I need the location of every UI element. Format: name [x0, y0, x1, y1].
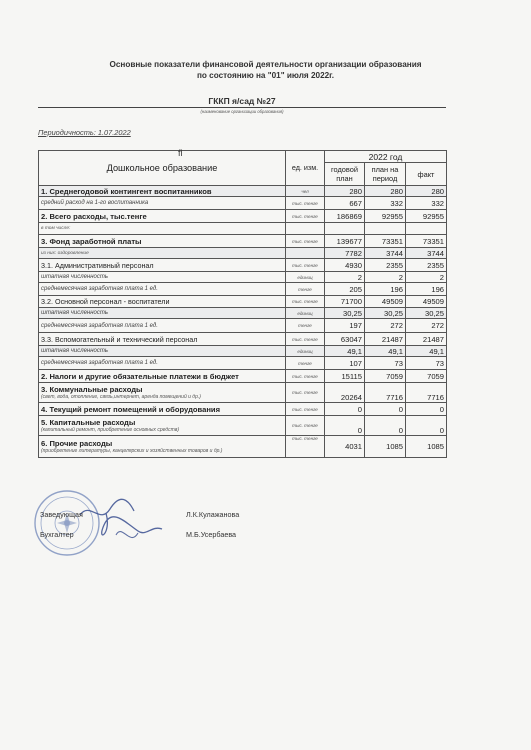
row-period: 2355 — [365, 259, 406, 272]
table-row — [39, 235, 447, 248]
row-fact: 272 — [406, 319, 447, 333]
header-unit: ед. изм. — [286, 151, 325, 186]
row-name: средний расход на 1-го воспитанника — [39, 197, 286, 210]
row-name: 3.1. Административный персонал — [39, 259, 286, 272]
row-period: 2 — [365, 272, 406, 283]
row-fact: 73 — [406, 357, 447, 370]
row-plan: 7782 — [325, 248, 365, 259]
accountant-label: Бухгалтер — [40, 530, 74, 539]
row-period: 1085 — [365, 436, 406, 458]
accountant-name: М.Б.Усербаева — [186, 530, 237, 539]
row-period: 3744 — [365, 248, 406, 259]
row-period: 92955 — [365, 210, 406, 223]
table-row — [39, 333, 447, 346]
table-row — [39, 383, 447, 403]
row-period: 49,1 — [365, 346, 406, 357]
row-unit: тыс. тенге — [286, 210, 325, 223]
row-plan: 2 — [325, 272, 365, 283]
table-row — [39, 197, 447, 210]
row-period: 7059 — [365, 370, 406, 383]
row-unit: тенге — [286, 319, 325, 333]
row-name: 2. Всего расходы, тыс.тенге — [39, 210, 286, 223]
table-row — [39, 210, 447, 223]
row-period: 21487 — [365, 333, 406, 346]
row-name: 3.3. Вспомогательный и технический персонал — [39, 333, 286, 346]
handwritten-signature-icon — [76, 495, 166, 550]
row-plan: 186869 — [325, 210, 365, 223]
row-name: в том числе: — [39, 223, 286, 235]
head-label: Заведующая — [40, 510, 83, 519]
table-row — [39, 319, 447, 333]
row-unit: тыс. тенге — [286, 333, 325, 346]
row-fact: 7059 — [406, 370, 447, 383]
table-row — [39, 308, 447, 319]
organization-name: ГККП я/сад №27 — [208, 96, 276, 106]
table-row — [39, 272, 447, 283]
header-plan: годовой план — [325, 163, 365, 186]
table-row — [39, 186, 447, 197]
table-row — [39, 357, 447, 370]
row-period: 49509 — [365, 296, 406, 308]
row-name: среднемесячная заработная плата 1 ед. — [39, 357, 286, 370]
row-unit: тенге — [286, 283, 325, 296]
row-fact: 49509 — [406, 296, 447, 308]
row-title: 3. Коммунальные расходы — [41, 385, 143, 394]
table-row — [39, 296, 447, 308]
row-name: штатная численность — [39, 308, 286, 319]
table-row — [39, 346, 447, 357]
row-plan: 4031 — [325, 436, 365, 458]
row-fact — [406, 223, 447, 235]
row-fact: 73351 — [406, 235, 447, 248]
row-plan: 197 — [325, 319, 365, 333]
row-note: (свет, вода, отопление, связь,интернет, аренда помещений и др.) — [41, 394, 201, 400]
row-fact: 49,1 — [406, 346, 447, 357]
table-row — [39, 259, 447, 272]
row-name: 3. Фонд заработной платы — [39, 235, 286, 248]
row-fact: 7716 — [406, 383, 447, 403]
table-row — [39, 370, 447, 383]
row-plan — [325, 223, 365, 235]
header-education: Дошкольное образование — [39, 151, 286, 186]
row-unit: единиц — [286, 346, 325, 357]
row-period: 332 — [365, 197, 406, 210]
row-plan: 107 — [325, 357, 365, 370]
row-period: 0 — [365, 416, 406, 436]
row-name: штатная численность — [39, 272, 286, 283]
row-name — [39, 436, 286, 458]
row-unit: тыс. тенге — [286, 259, 325, 272]
row-plan: 4930 — [325, 259, 365, 272]
row-plan: 205 — [325, 283, 365, 296]
row-name: среднемесячная заработная плата 1 ед. — [39, 283, 286, 296]
table-row — [39, 416, 447, 436]
row-name: штатная численность — [39, 346, 286, 357]
row-fact: 92955 — [406, 210, 447, 223]
head-name: Л.К.Кулажанова — [186, 510, 240, 519]
row-unit: тыс. тенге — [286, 370, 325, 383]
financial-table — [38, 150, 447, 458]
row-name: 4. Текущий ремонт помещений и оборудования — [39, 403, 286, 416]
row-period: 73351 — [365, 235, 406, 248]
row-unit: тыс. тенге — [286, 403, 325, 416]
row-unit: тенге — [286, 357, 325, 370]
row-fact: 30,25 — [406, 308, 447, 319]
row-fact: 280 — [406, 186, 447, 197]
row-unit: тыс. тенге — [286, 436, 325, 458]
row-period: 30,25 — [365, 308, 406, 319]
row-fact: 332 — [406, 197, 447, 210]
row-period — [365, 223, 406, 235]
row-fact: 2 — [406, 272, 447, 283]
row-unit: тыс. тенге — [286, 416, 325, 436]
table-row — [39, 248, 447, 259]
header-year: 2022 год — [325, 151, 447, 163]
row-title: 6. Прочие расходы — [41, 439, 113, 448]
header-fact: факт — [406, 163, 447, 186]
row-note: (приобретение литературы, канцелярских и хозяйственных товаров и др.) — [41, 448, 223, 454]
row-plan: 71700 — [325, 296, 365, 308]
row-name: среднемесячная заработная плата 1 ед. — [39, 319, 286, 333]
period-label: Периодичность: 1.07.2022 — [38, 128, 131, 137]
row-fact: 3744 — [406, 248, 447, 259]
row-plan: 15115 — [325, 370, 365, 383]
row-plan: 0 — [325, 403, 365, 416]
row-name — [39, 416, 286, 436]
row-unit: чел — [286, 186, 325, 197]
row-fact: 1085 — [406, 436, 447, 458]
row-period: 280 — [365, 186, 406, 197]
table-row — [39, 403, 447, 416]
row-fact: 196 — [406, 283, 447, 296]
row-period: 272 — [365, 319, 406, 333]
table-row — [39, 436, 447, 458]
row-fact: 21487 — [406, 333, 447, 346]
row-plan: 49,1 — [325, 346, 365, 357]
row-fact: 0 — [406, 416, 447, 436]
row-name: 1. Среднегодовой контингент воспитанников — [39, 186, 286, 197]
row-period: 0 — [365, 403, 406, 416]
row-plan: 63047 — [325, 333, 365, 346]
row-unit: тыс. тенге — [286, 383, 325, 403]
document-title-line2: по состоянию на "01" июля 2022г. — [196, 71, 335, 80]
document-title-line1: Основные показатели финансовой деятельности организации образования — [109, 60, 422, 69]
row-name: 2. Налоги и другие обязательные платежи в бюджет — [39, 370, 286, 383]
row-fact: 2355 — [406, 259, 447, 272]
row-name — [39, 383, 286, 403]
row-unit — [286, 223, 325, 235]
table-row — [39, 223, 447, 235]
row-plan: 280 — [325, 186, 365, 197]
row-plan: 667 — [325, 197, 365, 210]
organization-note: (наименование организации образования) — [200, 109, 284, 114]
row-period: 196 — [365, 283, 406, 296]
row-period: 7716 — [365, 383, 406, 403]
row-fact: 0 — [406, 403, 447, 416]
table-row — [39, 283, 447, 296]
row-name: 3.2. Основной персонал - воспитатели — [39, 296, 286, 308]
organization-underline — [38, 107, 446, 108]
row-note: (капитальный ремонт, приобретение основных средств) — [41, 427, 180, 433]
row-unit: единиц — [286, 308, 325, 319]
row-unit: тыс. тенге — [286, 235, 325, 248]
row-plan: 0 — [325, 416, 365, 436]
row-unit: тыс. тенге — [286, 197, 325, 210]
row-period: 73 — [365, 357, 406, 370]
row-name: из них: оздоровление — [39, 248, 286, 259]
row-plan: 139677 — [325, 235, 365, 248]
header-period: план на период — [365, 163, 406, 186]
row-unit: тыс. тенге — [286, 296, 325, 308]
row-unit: единиц — [286, 272, 325, 283]
pen-mark: ﬂ — [178, 148, 183, 158]
row-unit — [286, 248, 325, 259]
row-title: 5. Капитальные расходы — [41, 418, 136, 427]
row-plan: 20264 — [325, 383, 365, 403]
row-plan: 30,25 — [325, 308, 365, 319]
